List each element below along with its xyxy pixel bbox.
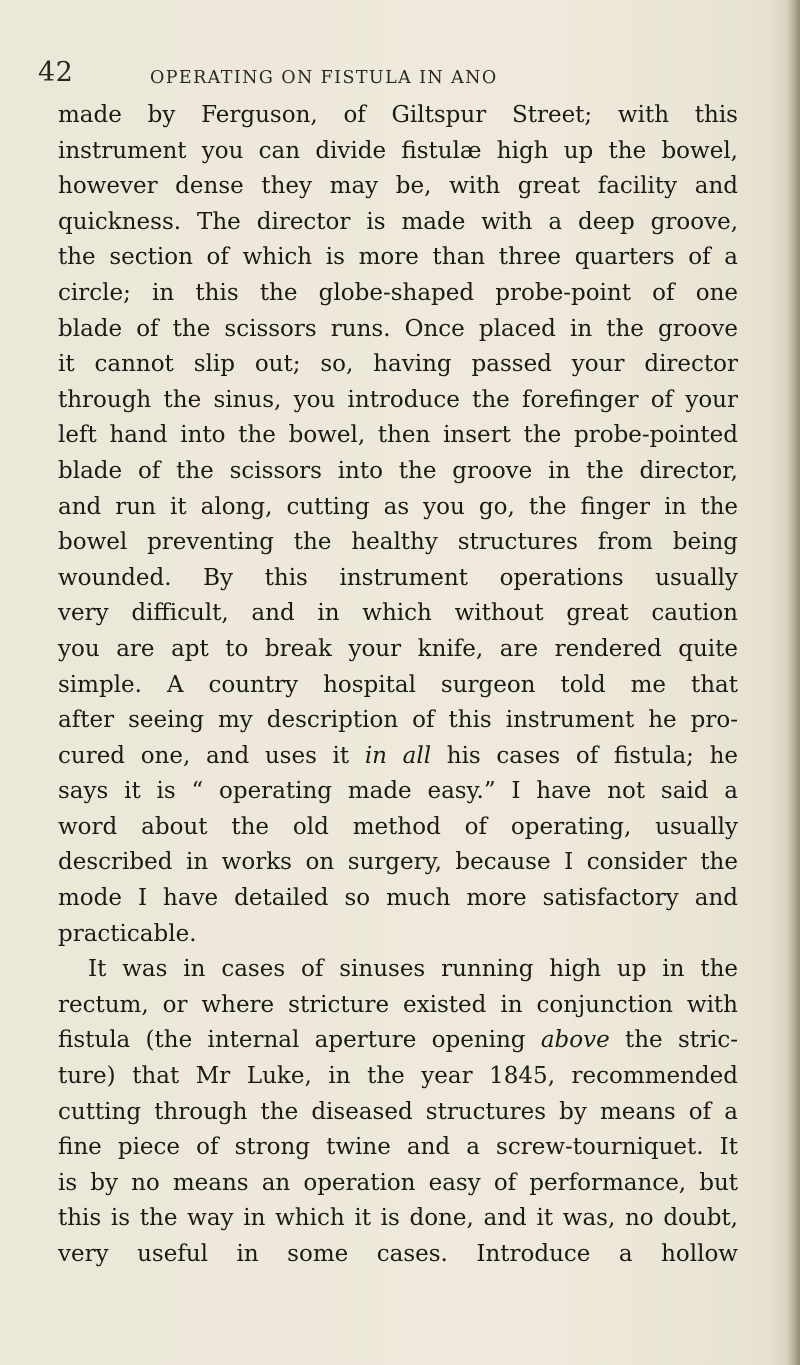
- paragraph-end-line: practicable.: [58, 920, 197, 947]
- text-line: fine piece of strong twine and a screw-tourniquet. It: [58, 1134, 738, 1161]
- text-line: it cannot slip out; so, having passed your director: [58, 351, 738, 378]
- text-line: says it is “ operating made easy.” I have not said a: [58, 778, 738, 805]
- text-line: blade of the scissors into the groove in the director,: [58, 457, 738, 484]
- italic-phrase: in all: [364, 742, 432, 769]
- line-segment: the stric-: [609, 1027, 739, 1054]
- text-line: wounded. By this instrument operations usually: [58, 564, 738, 591]
- text-line: through the sinus, you introduce the forefinger of your: [58, 386, 738, 413]
- body-text: [58, 98, 738, 1273]
- text-line: word about the old method of operating, usually: [58, 813, 738, 840]
- text-line: described in works on surgery, because I consider the: [58, 849, 738, 876]
- text-line-with-italic: [58, 739, 738, 775]
- line-segment: cured one, and uses it: [58, 742, 365, 769]
- text-line: very useful in some cases. Introduce a hollow: [58, 1241, 738, 1267]
- text-line: rectum, or where stricture existed in conjunction with: [58, 991, 738, 1018]
- text-line: after seeing my description of this instrument he pro-: [58, 707, 738, 734]
- text-line: bowel preventing the healthy structures from being: [58, 529, 738, 556]
- text-line: made by Ferguson, of Giltspur Street; with this: [58, 102, 738, 128]
- text-line: quickness. The director is made with a deep groove,: [58, 208, 738, 235]
- italic-phrase: above: [540, 1027, 610, 1054]
- running-title: OPERATING ON FISTULA IN ANO: [150, 68, 498, 88]
- line-segment: his cases of fistula; he: [431, 742, 739, 769]
- page-number: 42: [38, 57, 74, 88]
- text-line: this is the way in which it is done, and it was, no doubt,: [58, 1205, 738, 1232]
- text-line: is by no means an operation easy of performance, but: [58, 1169, 738, 1196]
- text-line: simple. A country hospital surgeon told me that: [58, 671, 738, 698]
- text-line: cutting through the diseased structures by means of a: [58, 1098, 738, 1125]
- text-line: very difficult, and in which without great caution: [58, 600, 738, 627]
- text-line: mode I have detailed so much more satisfactory and: [58, 885, 738, 912]
- line-segment: fistula (the internal aperture opening: [58, 1027, 541, 1054]
- text-line: circle; in this the globe-shaped probe-point of one: [58, 279, 738, 306]
- text-line: and run it along, cutting as you go, the finger in the: [58, 493, 738, 520]
- text-line: ture) that Mr Luke, in the year 1845, recommended: [58, 1063, 738, 1090]
- page-edge-shadow: [786, 0, 800, 1365]
- text-line: you are apt to break your knife, are rendered quite: [58, 635, 738, 662]
- text-line: instrument you can divide fistulæ high up the bowel,: [58, 137, 738, 164]
- text-line: however dense they may be, with great facility and: [58, 173, 738, 200]
- text-line-with-italic: [58, 1023, 738, 1059]
- text-line: left hand into the bowel, then insert the probe-pointed: [58, 422, 738, 449]
- paragraph-start-line: It was in cases of sinuses running high up in the: [88, 956, 738, 983]
- text-line: the section of which is more than three quarters of a: [58, 244, 738, 271]
- text-line: blade of the scissors runs. Once placed in the groove: [58, 315, 738, 342]
